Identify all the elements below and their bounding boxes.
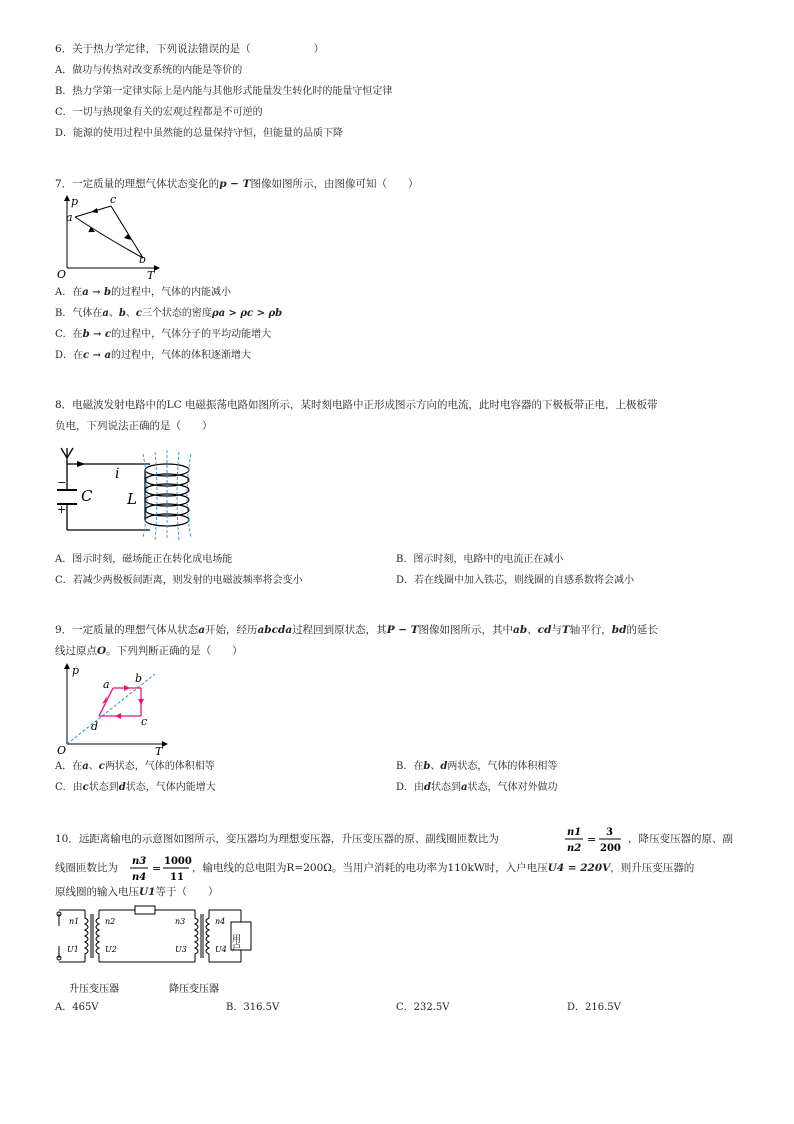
svg-text:U3: U3 [175,945,187,954]
q8-label-i: i [115,466,120,482]
q7-point-b: b [139,253,147,266]
q10-ratio-1 [563,824,633,854]
q8-label-l: L [127,490,137,508]
svg-text:n3: n3 [175,917,186,926]
svg-text:n1: n1 [567,827,582,838]
q6-option-b: B．热力学第一定律实际上是内能与其他形式能量发生转化时的能量守恒定律 [55,86,393,97]
q10-stem-line2b: ，输电线的总电阻为R=200Ω。当用户消耗的电功率为110kW时，入户电压U4 = 220V，则升压变压器的 [192,862,695,874]
q9-point-d: d [91,720,99,733]
q6-option-a: A．做功与传热对改变系统的内能是等价的 [55,65,243,76]
svg-text:U1: U1 [67,945,79,954]
q8-label-c: C [81,487,93,505]
q7-origin: O [57,268,67,281]
svg-text:n4: n4 [215,917,226,926]
q6-option-c: C．一切与热现象有关的宏观过程都是不可逆的 [55,107,263,118]
svg-text:3: 3 [606,827,613,838]
q10-option-c: C．232.5V [396,1002,450,1013]
q7-option-b: B．气体在a、b、c三个状态的密度ρa > ρc > ρb [55,308,283,319]
q8-option-c: C．若减少两极板间距离，则发射的电磁波频率将会变小 [55,575,303,586]
q9-point-c: c [141,715,148,728]
svg-text:U2: U2 [105,945,117,954]
q9-origin: O [57,744,67,757]
svg-text:n3: n3 [132,856,147,867]
svg-text:U4: U4 [215,945,227,954]
svg-text:n2: n2 [567,843,582,854]
q8-option-a: A．图示时刻，磁场能正在转化成电场能 [55,554,233,565]
q7-option-a: A．在a → b的过程中，气体的内能减小 [55,287,232,298]
svg-text:=: = [152,862,162,875]
q9-stem-line2: 线过原点O。下列判断正确的是（ ） [55,645,243,657]
q7-curve-ab [75,217,143,258]
q9-point-a: a [103,678,110,691]
q10-option-d: D．216.5V [567,1002,621,1013]
q10-stem-line1-end: ，降压变压器的原、副 [628,833,733,845]
q8-lc-circuit [55,440,205,545]
q10-label-step-up: 升压变压器 [69,984,119,995]
q10-stem-line2a: 线圈匝数比为 [55,862,118,874]
q7-axis-t: T [147,269,155,282]
q10-label-step-down: 降压变压器 [169,984,219,995]
q8-plus-sign: + [57,503,67,516]
q9-point-b: b [135,672,143,685]
q10-option-a: A．465V [55,1002,99,1013]
svg-text:11: 11 [170,872,184,883]
q9-option-c: C．由c状态到d状态，气体内能增大 [55,782,216,793]
q7-pt-graph [55,192,165,280]
q9-option-a: A．在a、c两状态，气体的体积相等 [55,761,215,772]
q10-transmission-diagram [55,900,270,998]
q8-stem-line2: 负电，下列说法正确的是（ ） [55,420,213,432]
q7-axis-p: p [71,195,79,208]
q8-option-b: B．图示时刻，电路中的电流正在减小 [396,554,564,565]
q9-stem-line1: 9．一定质量的理想气体从状态a开始，经历abcda过程回到原状态，其P − T图像如图所示，其中ab、cd与T轴平行，bd的延长 [55,624,658,636]
q10-option-b: B．316.5V [226,1002,280,1013]
q9-pt-graph [55,660,175,756]
q8-option-d: D．若在线圈中加入铁芯，则线圈的自感系数将会减小 [396,575,635,586]
q9-axis-t: T [155,745,163,758]
q6-stem: 6．关于热力学定律，下列说法错误的是（ ） [55,43,325,55]
q7-point-c: c [110,193,117,206]
svg-text:n2: n2 [105,917,116,926]
q9-option-b: B．在b、d两状态，气体的体积相等 [396,761,558,772]
q7-stem: 7．一定质量的理想气体状态变化的p − T图像如图所示，由图像可知（ ） [55,178,419,190]
q10-stem-line1: 10．远距离输电的示意图如图所示，变压器均为理想变压器，升压变压器的原、副线圈匝数比为 [55,833,499,845]
svg-text:200: 200 [600,843,621,854]
svg-text:1000: 1000 [164,856,192,867]
q9-option-d: D．由d状态到a状态，气体对外做功 [396,782,558,793]
q7-line-bc [111,206,143,258]
svg-text:n4: n4 [132,872,147,883]
q6-option-d: D．能源的使用过程中虽然能的总量保持守恒，但能量的品质下降 [55,128,344,139]
q8-stem-line1: 8．电磁波发射电路中的LC 电磁振荡电路如图所示，某时刻电路中正形成图示方向的电流，此时电容器的下极板带正电，上极板带 [55,399,658,411]
svg-text:用户: 用户 [230,934,240,952]
q10-stem-line3: 原线圈的输入电压U1等于（ ） [55,886,219,898]
q8-minus-sign: − [57,476,67,489]
q7-point-a: a [66,211,73,224]
q7-option-d: D．在c → a的过程中，气体的体积逐渐增大 [55,350,251,361]
q9-axis-p: p [72,664,80,677]
q10-ratio-2 [128,853,198,883]
svg-text:n1: n1 [69,917,80,926]
q7-option-c: C．在b → c的过程中，气体分子的平均动能增大 [55,329,272,340]
svg-text:=: = [587,833,597,846]
